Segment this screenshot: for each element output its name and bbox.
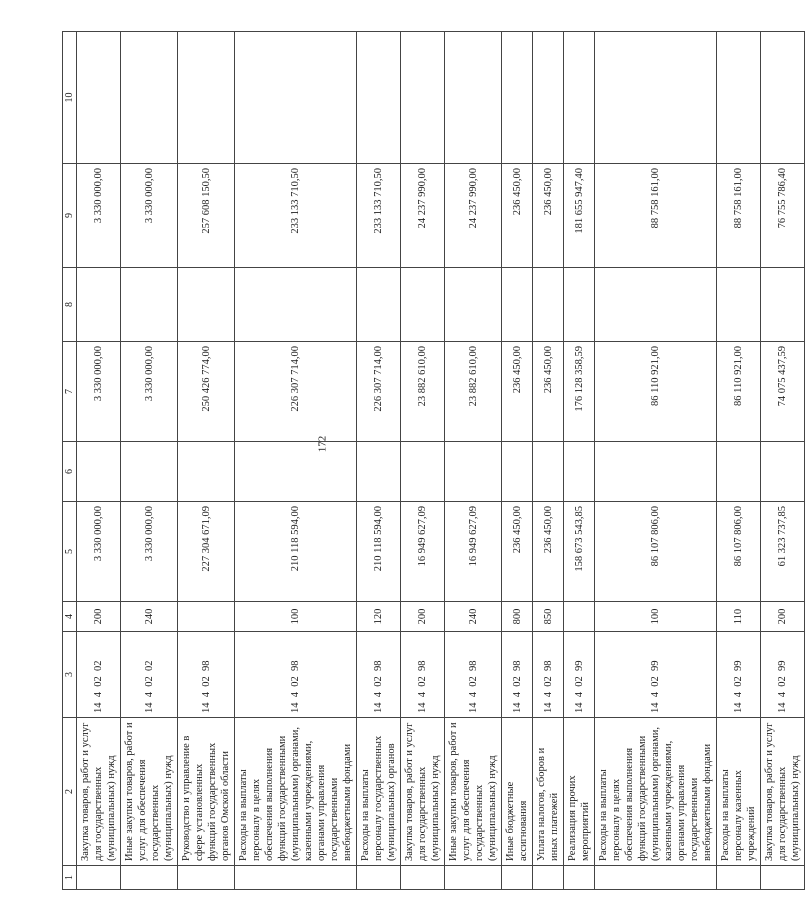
header-cell-10: 10 [63,32,77,164]
row-amount-6-cell [533,442,564,502]
row-index-cell [595,866,717,890]
row-amount-6-cell [564,442,595,502]
header-cell-5: 5 [63,502,77,602]
row-amount-6-cell [235,442,357,502]
row-name-cell: Иные бюджетные ассигнования [502,718,533,866]
row-vr-cell [178,602,235,632]
row-code-cell: 14 4 02 98 [533,632,564,718]
row-amount-6-cell [357,442,401,502]
row-amount-8-cell [533,268,564,342]
budget-table [62,31,805,890]
table-row [533,32,564,890]
row-code-cell: 14 4 02 98 [445,632,502,718]
table-row [178,32,235,890]
row-amount-5-cell: 236 450,00 [533,502,564,602]
row-amount-9-cell: 236 450,00 [533,164,564,268]
row-vr-cell: 240 [445,602,502,632]
row-amount-7-cell: 176 128 358,59 [564,342,595,442]
row-amount-7-cell: 236 450,00 [533,342,564,442]
row-amount-8-cell [235,268,357,342]
row-amount-7-cell: 23 882 610,00 [401,342,445,442]
table-row [564,32,595,890]
header-cell-6: 6 [63,442,77,502]
row-amount-8-cell [717,268,761,342]
table-row [595,32,717,890]
row-amount-5-cell: 3 330 000,00 [121,502,178,602]
row-amount-5-cell: 227 304 671,09 [178,502,235,602]
row-amount-6-cell [178,442,235,502]
table-row [121,32,178,890]
row-amount-8-cell [761,268,805,342]
row-amount-8-cell [564,268,595,342]
table-body [63,32,805,890]
header-cell-4: 4 [63,602,77,632]
row-amount-10-cell [502,32,533,164]
row-name-cell: Иные закупки товаров, работ и услуг для обеспечения государственных (муниципальных) нужд [445,718,502,866]
row-vr-cell: 200 [761,602,805,632]
row-code-cell: 14 4 02 99 [595,632,717,718]
row-amount-6-cell [502,442,533,502]
row-name-cell: Иные закупки товаров, работ и услуг для обеспечения государственных (муниципальных) нужд [121,718,178,866]
row-amount-5-cell: 236 450,00 [502,502,533,602]
row-index-cell [761,866,805,890]
header-row [63,32,77,890]
row-index-cell [121,866,178,890]
row-amount-7-cell: 86 110 921,00 [717,342,761,442]
header-cell-2: 2 [63,718,77,866]
row-index-cell [533,866,564,890]
row-amount-5-cell: 16 949 627,09 [401,502,445,602]
table-row [717,32,761,890]
row-amount-5-cell: 61 323 737,85 [761,502,805,602]
row-amount-7-cell: 86 110 921,00 [595,342,717,442]
row-amount-10-cell [235,32,357,164]
row-amount-10-cell [178,32,235,164]
row-vr-cell: 110 [717,602,761,632]
row-vr-cell: 850 [533,602,564,632]
row-name-cell: Закупка товаров, работ и услуг для государственных (муниципальных) нужд [761,718,805,866]
row-vr-cell: 200 [401,602,445,632]
row-code-cell: 14 4 02 99 [717,632,761,718]
row-amount-5-cell: 3 330 000,00 [77,502,121,602]
row-amount-6-cell [121,442,178,502]
row-amount-10-cell [77,32,121,164]
row-amount-7-cell: 23 882 610,00 [445,342,502,442]
row-amount-10-cell [761,32,805,164]
row-amount-6-cell [445,442,502,502]
budget-table-rotated [62,32,801,890]
row-amount-10-cell [121,32,178,164]
row-index-cell [357,866,401,890]
row-amount-5-cell: 86 107 806,00 [595,502,717,602]
row-amount-5-cell: 86 107 806,00 [717,502,761,602]
table-row [445,32,502,890]
row-amount-7-cell: 226 307 714,00 [357,342,401,442]
header-cell-1: 1 [63,866,77,890]
row-amount-7-cell: 226 307 714,00 [235,342,357,442]
row-name-cell: Закупка товаров, работ и услуг для государственных (муниципальных) нужд [401,718,445,866]
row-amount-9-cell: 76 755 786,40 [761,164,805,268]
table-row [502,32,533,890]
row-vr-cell: 200 [77,602,121,632]
page-number: 172 [316,435,329,453]
row-amount-8-cell [401,268,445,342]
row-index-cell [502,866,533,890]
row-amount-8-cell [178,268,235,342]
row-amount-10-cell [595,32,717,164]
header-cell-7: 7 [63,342,77,442]
row-amount-7-cell: 3 330 000,00 [77,342,121,442]
row-amount-9-cell: 88 758 161,00 [717,164,761,268]
row-name-cell: Расходы на выплаты персоналу в целях обеспечения выполнения функций государственными (муниципальными) органами, казенными учреждениями, органами управления государственными внебюджетными фондами [595,718,717,866]
row-name-cell: Закупка товаров, работ и услуг для государственных (муниципальных) нужд [77,718,121,866]
row-amount-8-cell [121,268,178,342]
row-vr-cell [564,602,595,632]
row-amount-7-cell: 250 426 774,00 [178,342,235,442]
row-amount-8-cell [445,268,502,342]
row-amount-10-cell [445,32,502,164]
row-vr-cell: 120 [357,602,401,632]
row-code-cell: 14 4 02 98 [178,632,235,718]
row-code-cell: 14 4 02 98 [401,632,445,718]
row-index-cell [178,866,235,890]
row-name-cell: Реализация прочих мероприятий [564,718,595,866]
row-amount-9-cell: 257 608 150,50 [178,164,235,268]
row-amount-6-cell [717,442,761,502]
row-amount-9-cell: 236 450,00 [502,164,533,268]
row-amount-9-cell: 24 237 990,00 [445,164,502,268]
row-amount-8-cell [77,268,121,342]
table-row [761,32,805,890]
row-amount-9-cell: 233 133 710,50 [235,164,357,268]
row-code-cell: 14 4 02 99 [761,632,805,718]
row-index-cell [401,866,445,890]
row-vr-cell: 240 [121,602,178,632]
table-row [401,32,445,890]
row-amount-9-cell: 88 758 161,00 [595,164,717,268]
table-row [235,32,357,890]
table-row [77,32,121,890]
row-vr-cell: 800 [502,602,533,632]
row-amount-9-cell: 3 330 000,00 [77,164,121,268]
row-amount-9-cell: 3 330 000,00 [121,164,178,268]
row-amount-10-cell [533,32,564,164]
row-amount-7-cell: 236 450,00 [502,342,533,442]
row-amount-7-cell: 3 330 000,00 [121,342,178,442]
row-amount-8-cell [357,268,401,342]
row-index-cell [77,866,121,890]
row-amount-9-cell: 233 133 710,50 [357,164,401,268]
row-amount-6-cell [761,442,805,502]
row-index-cell [717,866,761,890]
row-amount-8-cell [595,268,717,342]
row-code-cell: 14 4 02 02 [77,632,121,718]
table-row [357,32,401,890]
header-cell-8: 8 [63,268,77,342]
row-index-cell [235,866,357,890]
row-amount-10-cell [717,32,761,164]
row-amount-6-cell [595,442,717,502]
row-amount-10-cell [357,32,401,164]
row-amount-10-cell [564,32,595,164]
row-amount-8-cell [502,268,533,342]
row-code-cell: 14 4 02 02 [121,632,178,718]
row-name-cell: Расходы на выплаты персоналу государственных (муниципальных) органов [357,718,401,866]
row-name-cell: Руководство и управление в сфере установленных функций государственных органов Омской области [178,718,235,866]
row-amount-6-cell [401,442,445,502]
row-amount-9-cell: 181 655 947,40 [564,164,595,268]
row-name-cell: Уплата налогов, сборов и иных платежей [533,718,564,866]
row-name-cell: Расходы на выплаты персоналу в целях обеспечения выполнения функций государственными (муниципальными) органами, казенными учреждениями, органами управления государственными внебюджетными фондами [235,718,357,866]
row-code-cell: 14 4 02 98 [235,632,357,718]
row-amount-5-cell: 210 118 594,00 [357,502,401,602]
row-code-cell: 14 4 02 99 [564,632,595,718]
row-amount-5-cell: 210 118 594,00 [235,502,357,602]
row-index-cell [445,866,502,890]
row-name-cell: Расходы на выплаты персоналу казенных учреждений [717,718,761,866]
row-vr-cell: 100 [235,602,357,632]
row-amount-5-cell: 16 949 627,09 [445,502,502,602]
header-cell-3: 3 [63,632,77,718]
header-cell-9: 9 [63,164,77,268]
row-amount-10-cell [401,32,445,164]
row-amount-9-cell: 24 237 990,00 [401,164,445,268]
row-index-cell [564,866,595,890]
row-code-cell: 14 4 02 98 [502,632,533,718]
row-code-cell: 14 4 02 98 [357,632,401,718]
row-amount-5-cell: 158 673 543,85 [564,502,595,602]
row-vr-cell: 100 [595,602,717,632]
row-amount-6-cell [77,442,121,502]
row-amount-7-cell: 74 075 437,59 [761,342,805,442]
